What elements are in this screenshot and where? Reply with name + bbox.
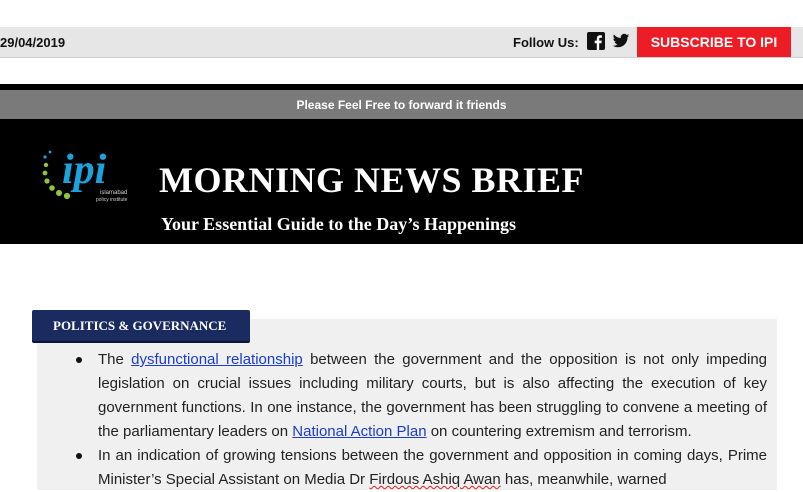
forward-banner: Please Feel Free to forward it friends <box>0 90 803 119</box>
person-name: Firdous Ashiq Awan <box>369 471 501 488</box>
dysfunctional-relationship-link[interactable]: dysfunctional relationship <box>131 351 303 368</box>
brief-title: MORNING NEWS BRIEF <box>159 160 585 200</box>
brief-subtitle: Your Essential Guide to the Day’s Happenings <box>161 214 517 234</box>
section-heading: POLITICS & GOVERNANCE <box>32 310 250 341</box>
news-text: has, meanwhile, warned <box>500 471 667 488</box>
ipi-logo <box>40 145 150 209</box>
logo-subtext-policy: policy institute <box>96 197 128 203</box>
news-text: on countering extremism and terrorism. <box>426 423 692 440</box>
subscribe-button[interactable]: SUBSCRIBE TO IPI <box>637 27 791 57</box>
top-bar <box>0 27 803 58</box>
logo-subtext-islamabad: islamabad <box>100 190 128 196</box>
twitter-icon[interactable] <box>612 32 630 50</box>
news-list <box>98 348 767 492</box>
logo-wordmark: ipi <box>62 147 107 193</box>
follow-us-label: Follow Us: <box>513 35 579 50</box>
issue-date: 29/04/2019 <box>0 35 66 50</box>
national-action-plan-link[interactable]: National Action Plan <box>292 423 427 440</box>
news-item <box>98 444 767 492</box>
masthead <box>0 119 803 244</box>
news-item <box>98 348 767 444</box>
news-text: The <box>98 351 132 368</box>
news-text: In an indication of growing tensions between the government and opposition in coming days, Prime Minister’s Special Assistant on Media Dr <box>98 447 767 488</box>
news-text: between the government and the opposition is not only impeding legislation on crucial issues including military courts, but is also affecting the execution of key government functions. In one instance, the government has been struggling to convene a meeting of the parliamentary leaders on <box>98 351 768 440</box>
facebook-icon[interactable] <box>587 32 605 50</box>
